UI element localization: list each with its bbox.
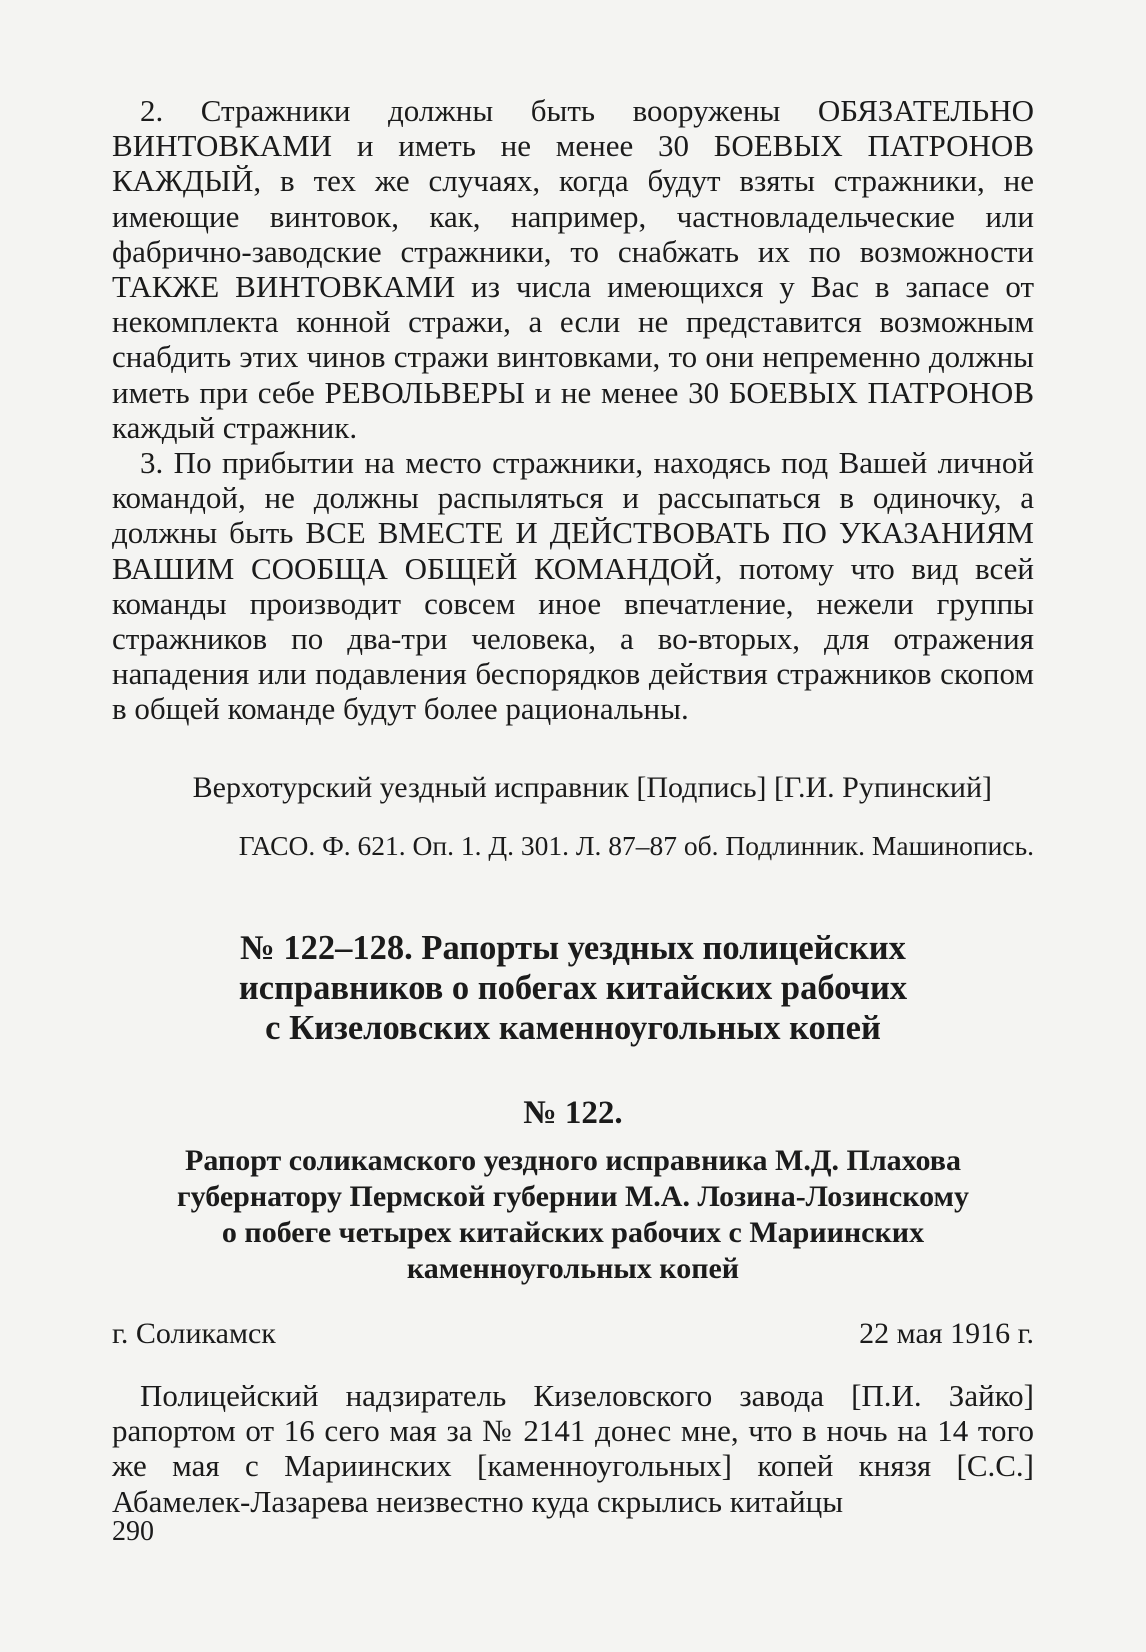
archive-source-reference: ГАСО. Ф. 621. Оп. 1. Д. 301. Л. 87–87 об. Подлинник. Машинопись. bbox=[238, 830, 1034, 861]
document-title-line: каменноугольных копей bbox=[406, 1252, 740, 1285]
paragraph-item-3: 3. По прибытии на место стражники, находясь под Вашей личной командой, не должны распыляться и рассыпаться в одиночку, а должны быть ВСЕ ВМЕСТЕ И ДЕЙСТВОВАТЬ ПО УКАЗАНИЯМ ВАШИМ СООБЩА ОБЩЕЙ КОМАНДОЙ, потому что вид всей команды производит совсем иное впечатление, нежели группы стражников по два-три человека, а во-вторых, для отражения нападения или подавления беспорядков действия стражников скопом в общей команде будут более рациональны. bbox=[112, 445, 1034, 727]
section-title bbox=[112, 928, 1034, 1048]
page-number: 290 bbox=[112, 1516, 154, 1547]
report-paragraph: Полицейский надзиратель Кизеловского завода [П.И. Зайко] рапортом от 16 сего мая за № 2141 донес мне, что в ночь на 14 того же мая с Мариинских [каменноугольных] копей князя [С.С.] Абамелек-Лазарева неизвестно куда скрылись китайцы bbox=[112, 1378, 1034, 1519]
place-of-writing: г. Соликамск bbox=[112, 1317, 276, 1350]
section-title-line: № 122–128. Рапорты уездных полицейских bbox=[240, 929, 906, 967]
document-number: № 122. bbox=[523, 1095, 623, 1131]
main-text-block bbox=[112, 93, 1034, 727]
document-title-line: губернатору Пермской губернии М.А. Лозина-Лозинскому bbox=[177, 1180, 969, 1213]
document-title-line: о побеге четырех китайских рабочих с Мариинских bbox=[221, 1216, 925, 1249]
report-text-block bbox=[112, 1378, 1034, 1519]
document-title bbox=[112, 1143, 1034, 1287]
section-title-line: исправников о побегах китайских рабочих bbox=[238, 969, 908, 1007]
document-title-line: Рапорт соликамского уездного исправника М.Д. Плахова bbox=[185, 1144, 961, 1177]
signature-line: Верхотурский уездный исправник [Подпись] [Г.И. Рупинский] bbox=[192, 771, 992, 804]
document-date: 22 мая 1916 г. bbox=[859, 1317, 1034, 1350]
paragraph-item-2: 2. Стражники должны быть вооружены ОБЯЗАТЕЛЬНО ВИНТОВКАМИ и иметь не менее 30 БОЕВЫХ ПАТРОНОВ КАЖДЫЙ, в тех же случаях, когда будут взяты стражники, не имеющие винтовок, как, например, частновладельческие или фабрично-заводские стражники, то снабжать их по возможности ТАКЖЕ ВИНТОВКАМИ из числа имеющихся у Вас в запасе от некомплекта конной стражи, а если не представится возможным снабдить этих чинов стражи винтовками, то они непременно должны иметь при себе РЕВОЛЬВЕРЫ и не менее 30 БОЕВЫХ ПАТРОНОВ каждый стражник. bbox=[112, 93, 1034, 445]
section-title-line: с Кизеловских каменноугольных копей bbox=[265, 1009, 881, 1047]
